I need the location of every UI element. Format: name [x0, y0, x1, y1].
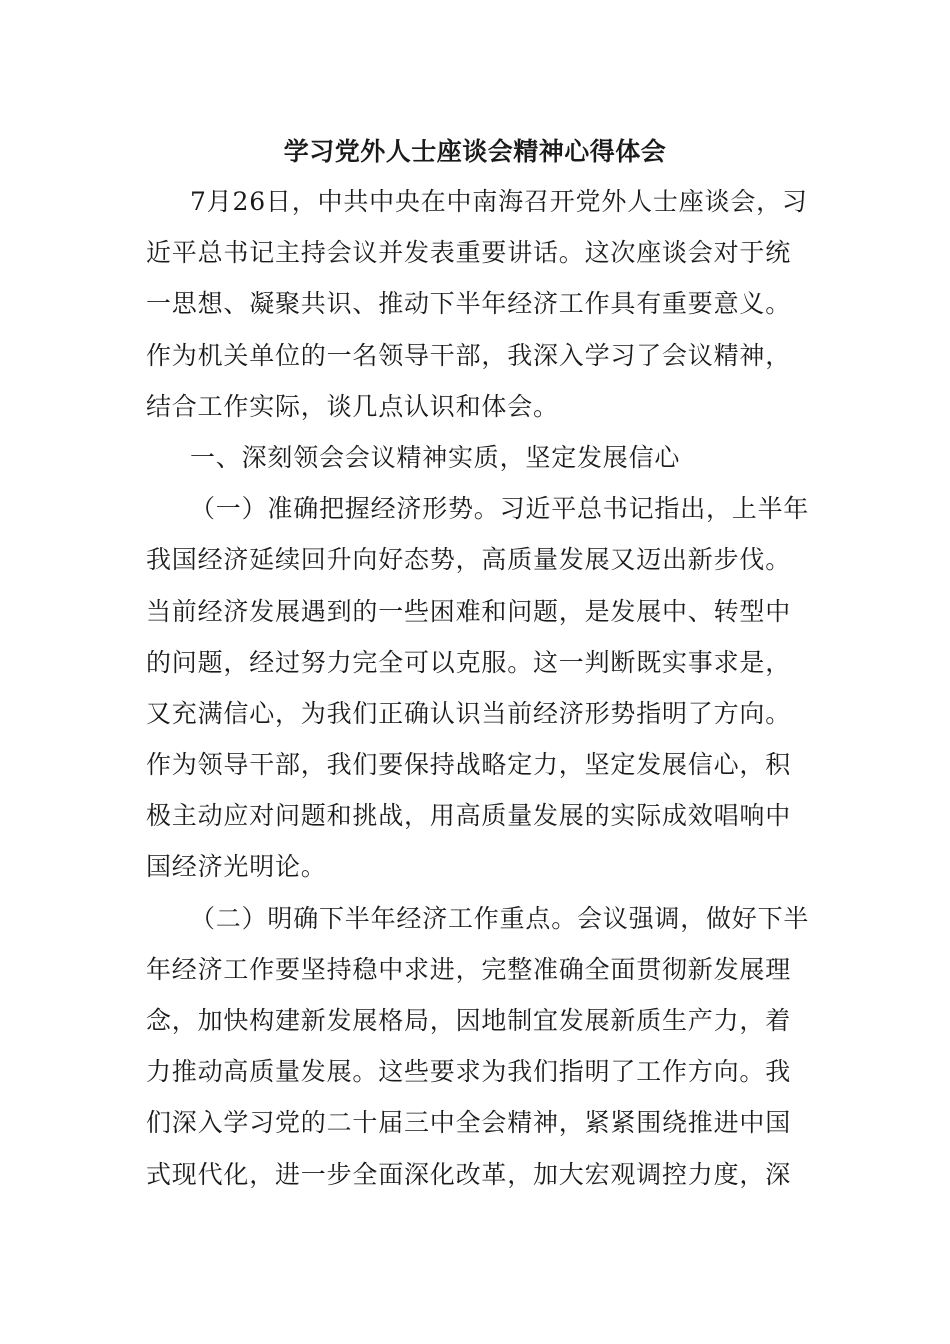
text-line: 我国经济延续回升向好态势，高质量发展又迈出新步伐。 [146, 545, 792, 575]
text-line: 结合工作实际，谈几点认识和体会。 [146, 391, 559, 421]
text-line: 又充满信心，为我们正确认识当前经济形势指明了方向。 [146, 698, 792, 728]
text-line: 式现代化，进一步全面深化改革，加大宏观调控力度，深 [146, 1159, 792, 1189]
text-line: 的问题，经过努力完全可以克服。这一判断既实事求是， [146, 647, 792, 677]
document-title: 学习党外人士座谈会精神心得体会 [283, 137, 667, 166]
text-line: 7月26日，中共中央在中南海召开党外人士座谈会，习 [190, 187, 808, 216]
text-line: 近平总书记主持会议并发表重要讲话。这次座谈会对于统 [146, 238, 792, 268]
text-line: 国经济光明论。 [146, 852, 327, 882]
text-line: 们深入学习党的二十届三中全会精神，紧紧围绕推进中国 [146, 1108, 792, 1138]
text-line: 一、深刻领会会议精神实质，坚定发展信心 [190, 442, 681, 472]
document-body [146, 176, 810, 1200]
text-line: 念，加快构建新发展格局，因地制宜发展新质生产力，着 [146, 1006, 792, 1035]
text-line: （一）准确把握经济形势。习近平总书记指出，上半年 [190, 494, 810, 524]
text-line: 极主动应对问题和挑战，用高质量发展的实际成效唱响中 [146, 801, 792, 831]
text-line: 一思想、凝聚共识、推动下半年经济工作具有重要意义。 [146, 289, 792, 319]
text-line: 年经济工作要坚持稳中求进，完整准确全面贯彻新发展理 [146, 954, 792, 984]
text-line: （二）明确下半年经济工作重点。会议强调，做好下半 [190, 903, 810, 933]
text-line: 当前经济发展遇到的一些困难和问题，是发展中、转型中 [146, 596, 792, 626]
text-line: 作为机关单位的一名领导干部，我深入学习了会议精神， [146, 340, 792, 370]
text-line: 力推动高质量发展。这些要求为我们指明了工作方向。我 [146, 1057, 792, 1087]
text-line: 作为领导干部，我们要保持战略定力，坚定发展信心，积 [146, 750, 792, 780]
